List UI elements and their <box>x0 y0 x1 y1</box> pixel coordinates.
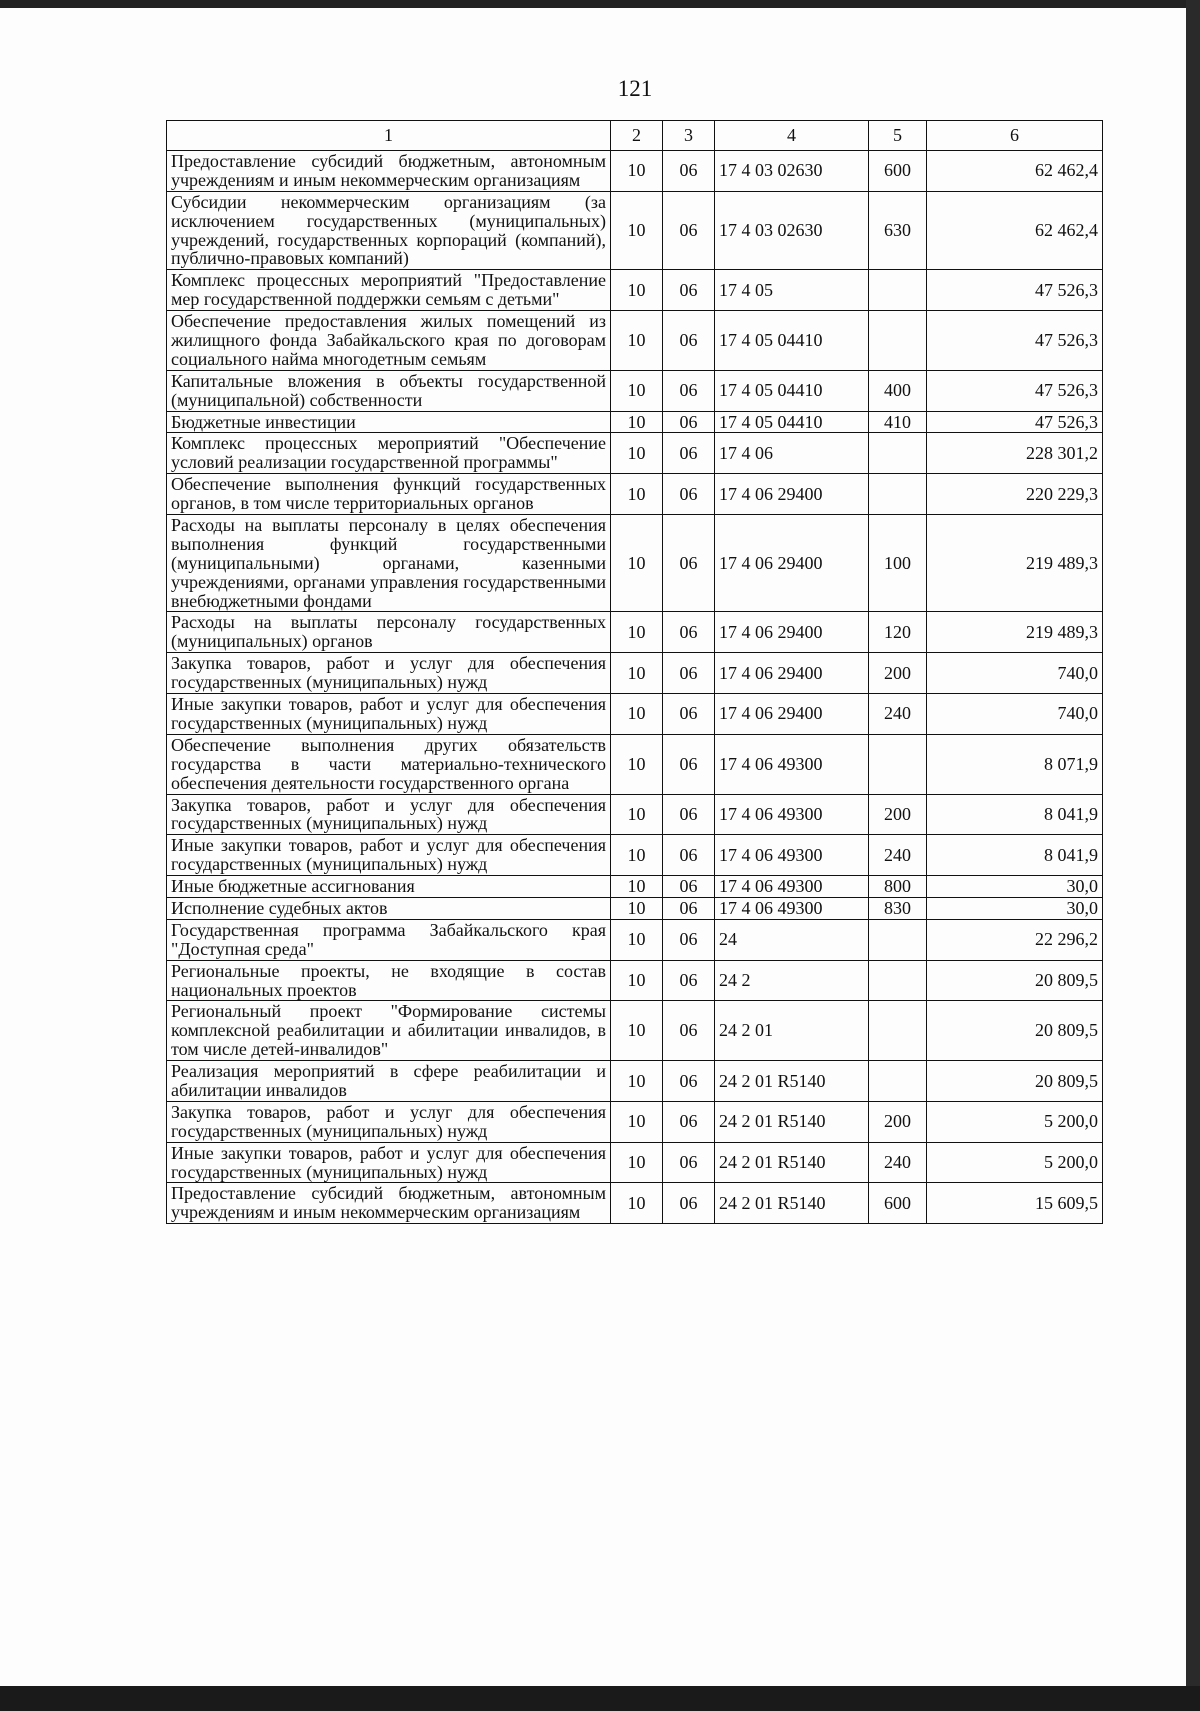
cell-section: 10 <box>611 515 663 612</box>
cell-name: Предоставление субсидий бюджетным, автономным учреждениям и иным некоммерческим организациям <box>167 151 611 192</box>
table-row <box>167 919 1103 960</box>
cell-amount: 20 809,5 <box>927 1061 1103 1102</box>
table-row <box>167 794 1103 835</box>
cell-amount: 30,0 <box>927 897 1103 919</box>
cell-subsection: 06 <box>663 191 715 270</box>
table-row <box>167 433 1103 474</box>
cell-amount: 22 296,2 <box>927 919 1103 960</box>
cell-expense-type: 200 <box>869 653 927 694</box>
cell-name: Иные закупки товаров, работ и услуг для обеспечения государственных (муниципальных) нужд <box>167 835 611 876</box>
cell-name: Бюджетные инвестиции <box>167 411 611 433</box>
cell-subsection: 06 <box>663 1001 715 1061</box>
table-header-row <box>167 121 1103 151</box>
cell-name: Иные бюджетные ассигнования <box>167 876 611 898</box>
cell-section: 10 <box>611 876 663 898</box>
table-row <box>167 151 1103 192</box>
cell-target-code: 17 4 06 29400 <box>715 694 869 735</box>
cell-amount: 62 462,4 <box>927 151 1103 192</box>
cell-subsection: 06 <box>663 835 715 876</box>
cell-amount: 47 526,3 <box>927 411 1103 433</box>
cell-section: 10 <box>611 1101 663 1142</box>
cell-amount: 219 489,3 <box>927 612 1103 653</box>
table-row <box>167 311 1103 371</box>
cell-name: Региональные проекты, не входящие в состав национальных проектов <box>167 960 611 1001</box>
cell-section: 10 <box>611 734 663 794</box>
page-number: 121 <box>617 76 653 101</box>
cell-name: Закупка товаров, работ и услуг для обеспечения государственных (муниципальных) нужд <box>167 794 611 835</box>
cell-subsection: 06 <box>663 1183 715 1224</box>
cell-expense-type <box>869 474 927 515</box>
cell-section: 10 <box>611 1142 663 1183</box>
table-row <box>167 876 1103 898</box>
cell-name: Закупка товаров, работ и услуг для обеспечения государственных (муниципальных) нужд <box>167 1101 611 1142</box>
cell-expense-type: 120 <box>869 612 927 653</box>
cell-section: 10 <box>611 960 663 1001</box>
cell-target-code: 17 4 03 02630 <box>715 151 869 192</box>
cell-expense-type: 200 <box>869 794 927 835</box>
cell-section: 10 <box>611 835 663 876</box>
cell-amount: 5 200,0 <box>927 1142 1103 1183</box>
table-row <box>167 694 1103 735</box>
cell-section: 10 <box>611 411 663 433</box>
header-col-amount: 6 <box>927 121 1103 151</box>
cell-name: Комплекс процессных мероприятий "Предоставление мер государственной поддержки семьям с детьми" <box>167 270 611 311</box>
cell-target-code: 17 4 05 04410 <box>715 411 869 433</box>
cell-subsection: 06 <box>663 960 715 1001</box>
cell-subsection: 06 <box>663 876 715 898</box>
cell-target-code: 24 2 01 R5140 <box>715 1183 869 1224</box>
cell-target-code: 24 <box>715 919 869 960</box>
cell-amount: 740,0 <box>927 653 1103 694</box>
cell-subsection: 06 <box>663 897 715 919</box>
cell-expense-type: 600 <box>869 151 927 192</box>
cell-name: Реализация мероприятий в сфере реабилитации и абилитации инвалидов <box>167 1061 611 1102</box>
cell-target-code: 17 4 05 <box>715 270 869 311</box>
cell-amount: 62 462,4 <box>927 191 1103 270</box>
cell-name: Исполнение судебных актов <box>167 897 611 919</box>
header-col-section: 2 <box>611 121 663 151</box>
cell-target-code: 17 4 05 04410 <box>715 311 869 371</box>
cell-amount: 30,0 <box>927 876 1103 898</box>
cell-target-code: 17 4 06 29400 <box>715 515 869 612</box>
cell-subsection: 06 <box>663 694 715 735</box>
cell-amount: 740,0 <box>927 694 1103 735</box>
cell-subsection: 06 <box>663 734 715 794</box>
cell-target-code: 17 4 06 49300 <box>715 734 869 794</box>
cell-section: 10 <box>611 1183 663 1224</box>
table-row <box>167 1061 1103 1102</box>
table-row <box>167 1183 1103 1224</box>
cell-target-code: 17 4 06 <box>715 433 869 474</box>
cell-subsection: 06 <box>663 1142 715 1183</box>
cell-name: Региональный проект "Формирование системы комплексной реабилитации и абилитации инвалидов, в том числе детей-инвалидов" <box>167 1001 611 1061</box>
cell-amount: 20 809,5 <box>927 1001 1103 1061</box>
cell-target-code: 24 2 <box>715 960 869 1001</box>
cell-target-code: 17 4 06 49300 <box>715 794 869 835</box>
header-col-subsection: 3 <box>663 121 715 151</box>
cell-subsection: 06 <box>663 515 715 612</box>
header-col-target: 4 <box>715 121 869 151</box>
cell-name: Обеспечение выполнения других обязательств государства в части материально-технического обеспечения деятельности государственного органа <box>167 734 611 794</box>
table-row <box>167 835 1103 876</box>
cell-subsection: 06 <box>663 370 715 411</box>
table-row <box>167 1001 1103 1061</box>
cell-expense-type <box>869 1061 927 1102</box>
cell-amount: 15 609,5 <box>927 1183 1103 1224</box>
cell-section: 10 <box>611 1061 663 1102</box>
cell-expense-type <box>869 734 927 794</box>
cell-expense-type: 100 <box>869 515 927 612</box>
cell-expense-type: 240 <box>869 835 927 876</box>
table-row <box>167 612 1103 653</box>
cell-target-code: 24 2 01 <box>715 1001 869 1061</box>
cell-expense-type <box>869 311 927 371</box>
cell-subsection: 06 <box>663 270 715 311</box>
cell-expense-type <box>869 1001 927 1061</box>
cell-subsection: 06 <box>663 1101 715 1142</box>
cell-name: Предоставление субсидий бюджетным, автономным учреждениям и иным некоммерческим организациям <box>167 1183 611 1224</box>
scan-edge-top <box>0 0 1200 8</box>
cell-expense-type: 400 <box>869 370 927 411</box>
cell-name: Расходы на выплаты персоналу государственных (муниципальных) органов <box>167 612 611 653</box>
cell-subsection: 06 <box>663 653 715 694</box>
cell-name: Обеспечение выполнения функций государственных органов, в том числе территориальных органов <box>167 474 611 515</box>
table-row <box>167 1142 1103 1183</box>
cell-section: 10 <box>611 370 663 411</box>
cell-section: 10 <box>611 151 663 192</box>
cell-name: Государственная программа Забайкальского края "Доступная среда" <box>167 919 611 960</box>
cell-name: Комплекс процессных мероприятий "Обеспечение условий реализации государственной программы" <box>167 433 611 474</box>
cell-subsection: 06 <box>663 311 715 371</box>
cell-target-code: 17 4 06 49300 <box>715 897 869 919</box>
cell-subsection: 06 <box>663 1061 715 1102</box>
cell-subsection: 06 <box>663 612 715 653</box>
cell-amount: 8 071,9 <box>927 734 1103 794</box>
table-row <box>167 270 1103 311</box>
cell-section: 10 <box>611 433 663 474</box>
cell-amount: 47 526,3 <box>927 370 1103 411</box>
cell-name: Иные закупки товаров, работ и услуг для обеспечения государственных (муниципальных) нужд <box>167 1142 611 1183</box>
cell-amount: 5 200,0 <box>927 1101 1103 1142</box>
cell-name: Иные закупки товаров, работ и услуг для обеспечения государственных (муниципальных) нужд <box>167 694 611 735</box>
table-row <box>167 411 1103 433</box>
cell-subsection: 06 <box>663 433 715 474</box>
cell-target-code: 17 4 06 29400 <box>715 474 869 515</box>
table-row <box>167 474 1103 515</box>
cell-amount: 8 041,9 <box>927 835 1103 876</box>
cell-amount: 47 526,3 <box>927 311 1103 371</box>
cell-section: 10 <box>611 794 663 835</box>
cell-expense-type: 630 <box>869 191 927 270</box>
cell-expense-type <box>869 270 927 311</box>
cell-section: 10 <box>611 311 663 371</box>
table-row <box>167 1101 1103 1142</box>
cell-amount: 228 301,2 <box>927 433 1103 474</box>
header-col-name: 1 <box>167 121 611 151</box>
cell-section: 10 <box>611 897 663 919</box>
table-row <box>167 960 1103 1001</box>
cell-target-code: 17 4 03 02630 <box>715 191 869 270</box>
cell-expense-type <box>869 960 927 1001</box>
cell-expense-type: 800 <box>869 876 927 898</box>
cell-target-code: 24 2 01 R5140 <box>715 1142 869 1183</box>
cell-amount: 220 229,3 <box>927 474 1103 515</box>
cell-amount: 47 526,3 <box>927 270 1103 311</box>
table-row <box>167 897 1103 919</box>
cell-section: 10 <box>611 191 663 270</box>
cell-section: 10 <box>611 919 663 960</box>
cell-section: 10 <box>611 474 663 515</box>
scan-edge-bottom <box>0 1686 1200 1711</box>
cell-expense-type: 600 <box>869 1183 927 1224</box>
cell-expense-type <box>869 433 927 474</box>
cell-section: 10 <box>611 1001 663 1061</box>
cell-section: 10 <box>611 694 663 735</box>
table-row <box>167 734 1103 794</box>
cell-amount: 219 489,3 <box>927 515 1103 612</box>
cell-name: Обеспечение предоставления жилых помещений из жилищного фонда Забайкальского края по договорам социального найма многодетным семьям <box>167 311 611 371</box>
cell-target-code: 17 4 06 29400 <box>715 653 869 694</box>
cell-section: 10 <box>611 270 663 311</box>
cell-name: Капитальные вложения в объекты государственной (муниципальной) собственности <box>167 370 611 411</box>
cell-subsection: 06 <box>663 919 715 960</box>
cell-name: Субсидии некоммерческим организациям (за исключением государственных (муниципальных) учреждений, государственных корпораций (компаний), публично-правовых компаний) <box>167 191 611 270</box>
cell-subsection: 06 <box>663 151 715 192</box>
cell-subsection: 06 <box>663 474 715 515</box>
table-row <box>167 515 1103 612</box>
cell-subsection: 06 <box>663 411 715 433</box>
budget-table <box>166 120 1103 1224</box>
cell-expense-type: 240 <box>869 1142 927 1183</box>
cell-expense-type: 410 <box>869 411 927 433</box>
cell-target-code: 17 4 06 49300 <box>715 876 869 898</box>
cell-section: 10 <box>611 653 663 694</box>
cell-expense-type: 830 <box>869 897 927 919</box>
cell-section: 10 <box>611 612 663 653</box>
table-row <box>167 191 1103 270</box>
cell-target-code: 17 4 06 29400 <box>715 612 869 653</box>
cell-target-code: 24 2 01 R5140 <box>715 1101 869 1142</box>
header-col-expense-type: 5 <box>869 121 927 151</box>
cell-name: Расходы на выплаты персоналу в целях обеспечения выполнения функций государственными (муниципальными) органами, казенными учреждениями, органами управления государственными внебюджетными фондами <box>167 515 611 612</box>
cell-name: Закупка товаров, работ и услуг для обеспечения государственных (муниципальных) нужд <box>167 653 611 694</box>
table-row <box>167 370 1103 411</box>
cell-target-code: 17 4 05 04410 <box>715 370 869 411</box>
table-row <box>167 653 1103 694</box>
cell-expense-type: 200 <box>869 1101 927 1142</box>
scan-edge-right <box>1186 0 1200 1711</box>
cell-expense-type <box>869 919 927 960</box>
cell-amount: 8 041,9 <box>927 794 1103 835</box>
cell-target-code: 17 4 06 49300 <box>715 835 869 876</box>
cell-amount: 20 809,5 <box>927 960 1103 1001</box>
cell-expense-type: 240 <box>869 694 927 735</box>
cell-subsection: 06 <box>663 794 715 835</box>
cell-target-code: 24 2 01 R5140 <box>715 1061 869 1102</box>
